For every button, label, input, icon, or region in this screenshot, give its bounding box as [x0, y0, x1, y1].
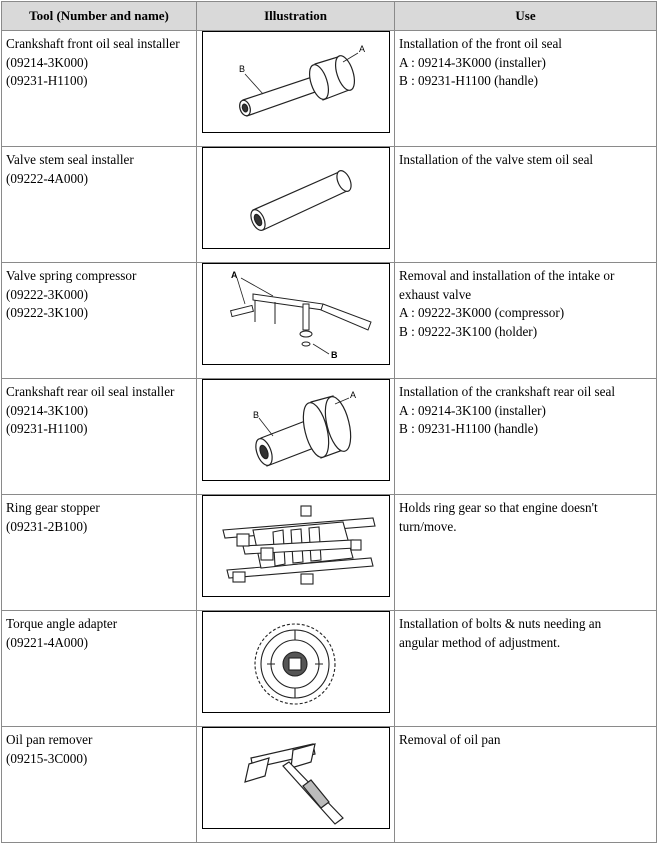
- tool-name-cell: [2, 727, 197, 843]
- valve-stem-seal-installer-icon: [203, 148, 389, 248]
- use-line: A : 09214-3K000 (installer): [399, 54, 546, 70]
- use-line: B : 09231-H1100 (handle): [399, 421, 539, 437]
- tool-name: Valve spring compressor: [6, 268, 137, 283]
- illustration-frame: [202, 147, 390, 249]
- illustration-frame: [202, 495, 390, 597]
- tool-number: (09231-H1100): [6, 73, 88, 89]
- illustration-cell: [197, 147, 395, 263]
- tool-number: (09231-2B100): [6, 518, 88, 534]
- illustration-frame: [202, 379, 390, 481]
- illustration-frame: [202, 611, 390, 713]
- use-cell: [395, 147, 657, 263]
- tool-number: (09221-4A000): [6, 634, 89, 650]
- use-line: B : 09222-3K100 (holder): [399, 323, 538, 339]
- illustration-frame: [202, 727, 390, 829]
- ring-gear-stopper-icon: [203, 496, 389, 596]
- header-use: Use: [395, 2, 657, 31]
- label-a: A: [230, 270, 237, 280]
- use-line: Installation of the crankshaft rear oil seal: [399, 384, 616, 399]
- tool-number: (09214-3K000): [6, 54, 89, 70]
- tool-name-cell: [2, 147, 197, 263]
- label-b: B: [238, 64, 245, 74]
- use-line: A : 09222-3K000 (compressor): [399, 305, 565, 321]
- use-line: Installation of the valve stem oil seal: [399, 152, 594, 167]
- valve-spring-compressor-icon: [203, 264, 389, 364]
- table-row: [2, 263, 657, 379]
- crankshaft-front-oil-seal-installer-icon: [203, 32, 389, 132]
- tool-number: (09222-4A000): [6, 170, 89, 186]
- use-line: exhaust valve: [399, 286, 472, 302]
- table-row: [2, 31, 657, 147]
- torque-angle-adapter-icon: [203, 612, 389, 712]
- use-cell: [395, 31, 657, 147]
- tool-name: Crankshaft front oil seal installer: [6, 36, 180, 51]
- use-line: turn/move.: [399, 518, 457, 534]
- table-row: [2, 727, 657, 843]
- use-line: Installation of the front oil seal: [399, 36, 562, 51]
- use-cell: [395, 611, 657, 727]
- label-b: B: [330, 350, 337, 360]
- label-a: A: [358, 44, 365, 54]
- header-tool: Tool (Number and name): [2, 2, 197, 31]
- special-tools-table: [1, 1, 657, 843]
- tool-name: Oil pan remover: [6, 732, 93, 747]
- illustration-cell: [197, 379, 395, 495]
- table-row: [2, 379, 657, 495]
- tool-name: Crankshaft rear oil seal installer: [6, 384, 175, 399]
- tool-number: (09222-3K000): [6, 286, 89, 302]
- table-row: [2, 147, 657, 263]
- use-cell: [395, 263, 657, 379]
- tool-number: (09222-3K100): [6, 305, 89, 321]
- use-line: B : 09231-H1100 (handle): [399, 73, 539, 89]
- tool-name: Torque angle adapter: [6, 616, 118, 631]
- tool-name: Valve stem seal installer: [6, 152, 134, 167]
- tool-name: Ring gear stopper: [6, 500, 100, 515]
- header-illustration: Illustration: [197, 2, 395, 31]
- oil-pan-remover-icon: [203, 728, 389, 828]
- illustration-cell: [197, 263, 395, 379]
- use-cell: [395, 495, 657, 611]
- use-cell: [395, 727, 657, 843]
- illustration-cell: [197, 611, 395, 727]
- tool-number: (09214-3K100): [6, 402, 89, 418]
- tool-name-cell: [2, 31, 197, 147]
- use-line: angular method of adjustment.: [399, 634, 561, 650]
- label-a: A: [349, 390, 356, 400]
- tool-name-cell: [2, 611, 197, 727]
- tool-number: (09215-3C000): [6, 750, 88, 766]
- illustration-frame: [202, 263, 390, 365]
- tool-number: (09231-H1100): [6, 421, 88, 437]
- crankshaft-rear-oil-seal-installer-icon: [203, 380, 389, 480]
- table-row: [2, 611, 657, 727]
- illustration-frame: [202, 31, 390, 133]
- use-line: Removal and installation of the intake or: [399, 268, 615, 283]
- use-line: A : 09214-3K100 (installer): [399, 402, 546, 418]
- use-line: Removal of oil pan: [399, 732, 501, 747]
- illustration-cell: [197, 31, 395, 147]
- use-line: Holds ring gear so that engine doesn't: [399, 500, 598, 515]
- tool-name-cell: [2, 379, 197, 495]
- tool-name-cell: [2, 263, 197, 379]
- table-row: [2, 495, 657, 611]
- use-line: Installation of bolts & nuts needing an: [399, 616, 602, 631]
- use-cell: [395, 379, 657, 495]
- tool-name-cell: [2, 495, 197, 611]
- illustration-cell: [197, 495, 395, 611]
- label-b: B: [252, 410, 259, 420]
- illustration-cell: [197, 727, 395, 843]
